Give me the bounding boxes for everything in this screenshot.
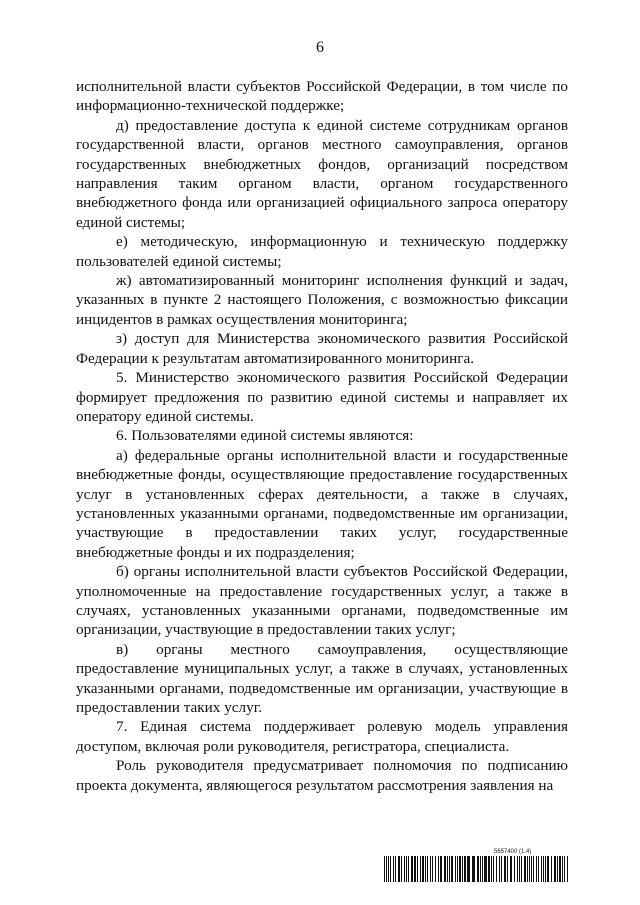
paragraph: 6. Пользователями единой системы являются: xyxy=(116,427,414,445)
paragraph: б) органы исполнительной власти субъектов Российской Федерации, уполномоченные на предоставление государственных услуг, а также в случаях, установленных указанными органами, подведомственные им организации, участвующие в предоставлении таких услуг; xyxy=(76,563,568,639)
barcode-block xyxy=(384,848,569,882)
body-text xyxy=(76,77,568,795)
paragraph: 5. Министерство экономического развития Российской Федерации формирует предложения по развитию единой системы и направляет их оператору единой системы. xyxy=(76,369,568,425)
page-number: 6 xyxy=(316,39,324,56)
barcode-icon xyxy=(384,856,569,882)
paragraph: а) федеральные органы исполнительной власти и государственные внебюджетные фонды, осуществляющие предоставление государственных услуг в установленных сферах деятельности, а также в случаях, установленных указанными органами, подведомственные им организации, участвующие в предоставлении таких услуг, государственные внебюджетные фонды и их подразделения; xyxy=(76,446,568,561)
barcode-code: 5657400 (1.4) xyxy=(494,849,532,855)
paragraph: исполнительной власти субъектов Российской Федерации, в том числе по информационно-технической поддержке; xyxy=(76,78,568,115)
paragraph: д) предоставление доступа к единой системе сотрудникам органов государственной власти, органов местного самоуправления, органов государственных внебюджетных фондов, организаций посредством направления таким органом власти, органом государственного внебюджетного фонда или организацией официального запроса оператору единой системы; xyxy=(76,116,568,231)
paragraph: Роль руководителя предусматривает полномочия по подписанию проекта документа, являющегося результатом рассмотрения заявления на xyxy=(76,757,568,794)
paragraph: 7. Единая система поддерживает ролевую модель управления доступом, включая роли руководителя, регистратора, специалиста. xyxy=(76,718,568,755)
paragraph: ж) автоматизированный мониторинг исполнения функций и задач, указанных в пункте 2 настоящего Положения, с возможностью фиксации инцидентов в рамках осуществления мониторинга; xyxy=(76,272,568,328)
paragraph: з) доступ для Министерства экономического развития Российской Федерации к результатам автоматизированного мониторинга. xyxy=(76,330,568,367)
paragraph: е) методическую, информационную и техническую поддержку пользователей единой системы; xyxy=(76,233,568,270)
paragraph: в) органы местного самоуправления, осуществляющие предоставление муниципальных услуг, а также в случаях, установленных указанными органами, подведомственные им организации, участвующие в предоставлении таких услуг. xyxy=(76,640,568,716)
